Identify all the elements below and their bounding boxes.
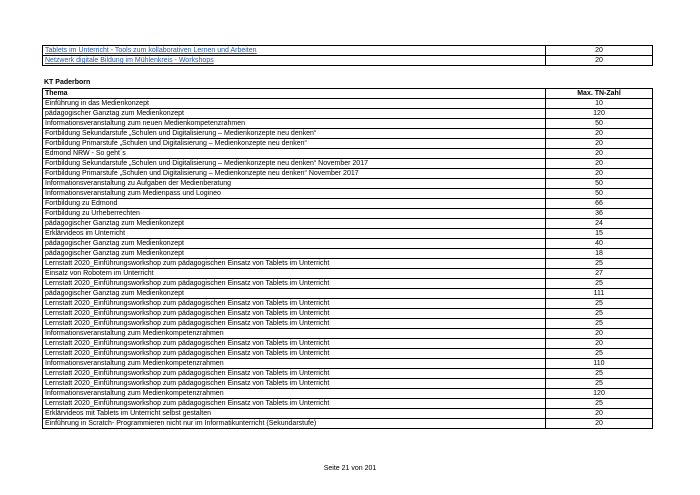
table-row [43, 219, 653, 229]
table-row [43, 139, 653, 149]
table-row [43, 149, 653, 159]
thema-cell: Informationsveranstaltung zum Medienkompetenzrahmen [43, 389, 546, 399]
table-row [43, 279, 653, 289]
tn-zahl-cell: 20 [546, 329, 653, 339]
table-row [43, 189, 653, 199]
thema-cell: Lernstatt 2020_Einführungsworkshop zum pädagogischen Einsatz von Tablets im Unterricht [43, 339, 546, 349]
tn-zahl-cell: 27 [546, 269, 653, 279]
thema-cell: Fortbildung Sekundarstufe „Schulen und Digitalisierung – Medienkonzepte neu denken“ [43, 129, 546, 139]
table-row [43, 359, 653, 369]
tn-zahl-cell: 25 [546, 309, 653, 319]
kt-paderborn-table [42, 88, 653, 429]
table-row [43, 259, 653, 269]
tn-zahl-cell: 20 [546, 409, 653, 419]
tn-zahl-cell: 25 [546, 399, 653, 409]
table-row [43, 119, 653, 129]
thema-cell: Fortbildung Primarstufe „Schulen und Digitalisierung – Medienkonzepte neu denken“ [43, 139, 546, 149]
tn-zahl-cell: 20 [546, 169, 653, 179]
tn-zahl-cell: 36 [546, 209, 653, 219]
thema-cell: Lernstatt 2020_Einführungsworkshop zum pädagogischen Einsatz von Tablets im Unterricht [43, 259, 546, 269]
thema-cell: pädagogischer Ganztag zum Medienkonzept [43, 219, 546, 229]
thema-cell: Lernstatt 2020_Einführungsworkshop zum pädagogischen Einsatz von Tablets im Unterricht [43, 379, 546, 389]
tn-zahl-cell: 20 [546, 139, 653, 149]
tn-zahl-cell: 10 [546, 99, 653, 109]
tn-zahl-cell: 120 [546, 389, 653, 399]
tn-zahl-cell: 15 [546, 229, 653, 239]
tn-zahl-cell: 20 [546, 159, 653, 169]
header-tn-zahl: Max. TN-Zahl [546, 89, 653, 99]
thema-cell: Fortbildung zu Urheberrechten [43, 209, 546, 219]
thema-cell: Informationsveranstaltung zum Medienkompetenzrahmen [43, 359, 546, 369]
table-row [43, 289, 653, 299]
tn-zahl-cell: 111 [546, 289, 653, 299]
thema-cell: Lernstatt 2020_Einführungsworkshop zum pädagogischen Einsatz von Tablets im Unterricht [43, 349, 546, 359]
table-header-row [43, 89, 653, 99]
link-row [43, 56, 653, 66]
table-row [43, 269, 653, 279]
thema-cell: Edmond NRW - So geht´s [43, 149, 546, 159]
page-number: Seite 21 von 201 [323, 465, 377, 472]
tn-zahl-cell: 25 [546, 299, 653, 309]
section-title: KT Paderborn [44, 79, 91, 86]
tn-zahl-cell: 20 [546, 56, 653, 66]
thema-cell: Erklärvideos im Unterricht [43, 229, 546, 239]
table-row [43, 349, 653, 359]
thema-cell: Lernstatt 2020_Einführungsworkshop zum pädagogischen Einsatz von Tablets im Unterricht [43, 399, 546, 409]
thema-cell: Erklärvideos mit Tablets im Unterricht selbst gestalten [43, 409, 546, 419]
thema-cell: Informationsveranstaltung zum Medienkompetenzrahmen [43, 329, 546, 339]
tn-zahl-cell: 25 [546, 369, 653, 379]
table-row [43, 399, 653, 409]
tn-zahl-cell: 25 [546, 379, 653, 389]
table-row [43, 369, 653, 379]
table-row [43, 169, 653, 179]
thema-cell: Fortbildung Primarstufe „Schulen und Digitalisierung – Medienkonzepte neu denken“ November 2017 [43, 169, 546, 179]
thema-cell: Lernstatt 2020_Einführungsworkshop zum pädagogischen Einsatz von Tablets im Unterricht [43, 279, 546, 289]
thema-link[interactable]: Tablets im Unterricht - Tools zum kollaborativen Lernen und Arbeiten [43, 46, 546, 56]
table-row [43, 339, 653, 349]
table-row [43, 389, 653, 399]
table-row [43, 199, 653, 209]
table-row [43, 309, 653, 319]
thema-cell: Fortbildung zu Edmond [43, 199, 546, 209]
table-row [43, 249, 653, 259]
thema-cell: Lernstatt 2020_Einführungsworkshop zum pädagogischen Einsatz von Tablets im Unterricht [43, 309, 546, 319]
tn-zahl-cell: 120 [546, 109, 653, 119]
thema-cell: Informationsveranstaltung zu Aufgaben der Medienberatung [43, 179, 546, 189]
top-table [42, 45, 653, 66]
tn-zahl-cell: 20 [546, 46, 653, 56]
thema-cell: Informationsveranstaltung zum neuen Medienkompetenzrahmen [43, 119, 546, 129]
thema-link[interactable]: Netzwerk digitale Bildung im Mühlenkreis - Workshops [43, 56, 546, 66]
tn-zahl-cell: 25 [546, 279, 653, 289]
thema-cell: pädagogischer Ganztag zum Medienkonzept [43, 249, 546, 259]
table-row [43, 179, 653, 189]
thema-cell: Einführung in das Medienkonzept [43, 99, 546, 109]
table-row [43, 109, 653, 119]
table-row [43, 299, 653, 309]
tn-zahl-cell: 40 [546, 239, 653, 249]
tn-zahl-cell: 24 [546, 219, 653, 229]
tn-zahl-cell: 20 [546, 339, 653, 349]
tn-zahl-cell: 50 [546, 179, 653, 189]
thema-cell: pädagogischer Ganztag zum Medienkonzept [43, 289, 546, 299]
table-row [43, 329, 653, 339]
tn-zahl-cell: 50 [546, 189, 653, 199]
link-row [43, 46, 653, 56]
tn-zahl-cell: 25 [546, 259, 653, 269]
thema-cell: Lernstatt 2020_Einführungsworkshop zum pädagogischen Einsatz von Tablets im Unterricht [43, 299, 546, 309]
thema-cell: Einsatz von Robotern im Unterricht [43, 269, 546, 279]
table-row [43, 99, 653, 109]
table-row [43, 129, 653, 139]
table-row [43, 419, 653, 429]
tn-zahl-cell: 20 [546, 149, 653, 159]
table-row [43, 379, 653, 389]
thema-cell: Einführung in Scratch- Programmieren nicht nur im Informatikunterricht (Sekundarstufe) [43, 419, 546, 429]
tn-zahl-cell: 25 [546, 349, 653, 359]
thema-cell: pädagogischer Ganztag zum Medienkonzept [43, 239, 546, 249]
table-row [43, 409, 653, 419]
tn-zahl-cell: 50 [546, 119, 653, 129]
table-row [43, 209, 653, 219]
thema-cell: Lernstatt 2020_Einführungsworkshop zum pädagogischen Einsatz von Tablets im Unterricht [43, 369, 546, 379]
table-row [43, 229, 653, 239]
thema-cell: pädagogischer Ganztag zum Medienkonzept [43, 109, 546, 119]
thema-cell: Informationsveranstaltung zum Medienpass und Logineo [43, 189, 546, 199]
tn-zahl-cell: 25 [546, 319, 653, 329]
tn-zahl-cell: 18 [546, 249, 653, 259]
tn-zahl-cell: 66 [546, 199, 653, 209]
thema-cell: Lernstatt 2020_Einführungsworkshop zum pädagogischen Einsatz von Tablets im Unterricht [43, 319, 546, 329]
tn-zahl-cell: 20 [546, 129, 653, 139]
header-thema: Thema [43, 89, 546, 99]
table-row [43, 319, 653, 329]
tn-zahl-cell: 110 [546, 359, 653, 369]
thema-cell: Fortbildung Sekundarstufe „Schulen und Digitalisierung – Medienkonzepte neu denken“ November 2017 [43, 159, 546, 169]
table-row [43, 239, 653, 249]
table-row [43, 159, 653, 169]
tn-zahl-cell: 20 [546, 419, 653, 429]
